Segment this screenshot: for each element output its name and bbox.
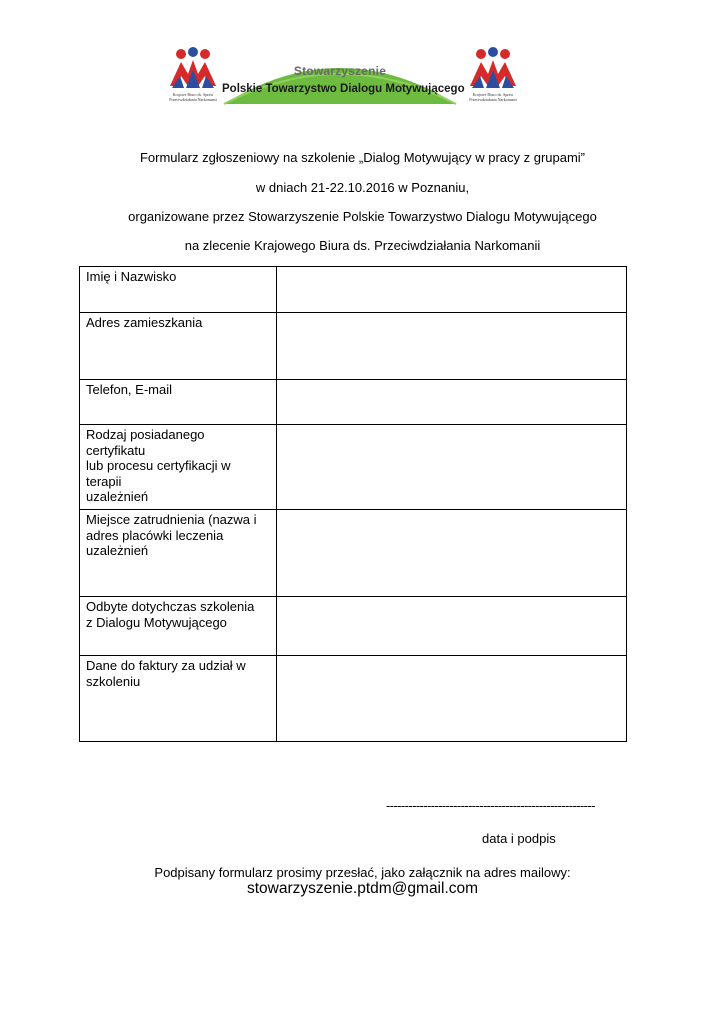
people-figures-icon	[458, 46, 528, 92]
form-label-text: Telefon, E-mail	[86, 382, 172, 397]
name-field[interactable]	[277, 267, 627, 313]
people-figures-icon	[158, 46, 228, 92]
signature-line: --------------------------------------------------------	[386, 798, 595, 813]
previous-trainings-field[interactable]	[277, 597, 627, 656]
contact-email: stowarzyszenie.ptdm@gmail.com	[246, 880, 479, 897]
registration-form-table	[79, 266, 627, 742]
phone-email-field[interactable]	[277, 380, 627, 425]
table-row	[80, 597, 627, 656]
banner-arc-shape	[222, 50, 465, 106]
krajowe-biuro-logo-left	[158, 46, 228, 106]
signature-caption: data i podpis	[482, 831, 556, 846]
table-row	[80, 425, 627, 510]
form-label-text: Adres zamieszkania	[86, 315, 203, 330]
footer-instruction: Podpisany formularz prosimy przesłać, jako załącznik na adres mailowy:	[154, 865, 571, 880]
banner-title: Stowarzyszenie	[293, 64, 387, 78]
form-label	[80, 313, 277, 380]
form-label	[80, 510, 277, 597]
form-label	[80, 425, 277, 510]
logo-caption: Krajowe Biuro ds. Spraw Przeciwdziałania Narkomanii	[469, 92, 517, 102]
form-label-text: Dane do faktury za udział w szkoleniu	[86, 658, 246, 689]
logo-caption: Krajowe Biuro ds. Spraw Przeciwdziałania Narkomanii	[169, 92, 217, 102]
form-label-text: Miejsce zatrudnienia (nazwa i adres placówki leczenia uzależnień	[86, 512, 257, 558]
intro-line-title: Formularz zgłoszeniowy na szkolenie „Dialog Motywujący w pracy z grupami”	[139, 150, 586, 165]
table-row	[80, 656, 627, 742]
table-row	[80, 313, 627, 380]
address-field[interactable]	[277, 313, 627, 380]
form-label	[80, 656, 277, 742]
association-banner	[222, 50, 465, 106]
form-label-text: Rodzaj posiadanego certyfikatu lub procesu certyfikacji w terapii uzależnień	[86, 427, 231, 504]
krajowe-biuro-logo-right	[458, 46, 528, 106]
intro-line-organizer: organizowane przez Stowarzyszenie Polskie Towarzystwo Dialogu Motywującego	[128, 209, 597, 224]
intro-line-dates: w dniach 21-22.10.2016 w Poznaniu,	[255, 180, 470, 195]
intro-line-commission: na zlecenie Krajowego Biura ds. Przeciwdziałania Narkomanii	[184, 238, 541, 253]
workplace-field[interactable]	[277, 510, 627, 597]
form-label	[80, 267, 277, 313]
table-row	[80, 267, 627, 313]
certificate-field[interactable]	[277, 425, 627, 510]
table-row	[80, 510, 627, 597]
form-label	[80, 380, 277, 425]
table-row	[80, 380, 627, 425]
header	[158, 46, 528, 106]
form-label	[80, 597, 277, 656]
form-label-text: Imię i Nazwisko	[86, 269, 177, 284]
banner-subtitle: Polskie Towarzystwo Dialogu Motywującego	[222, 83, 465, 95]
invoice-data-field[interactable]	[277, 656, 627, 742]
form-label-text: Odbyte dotychczas szkolenia z Dialogu Motywującego	[86, 599, 255, 630]
